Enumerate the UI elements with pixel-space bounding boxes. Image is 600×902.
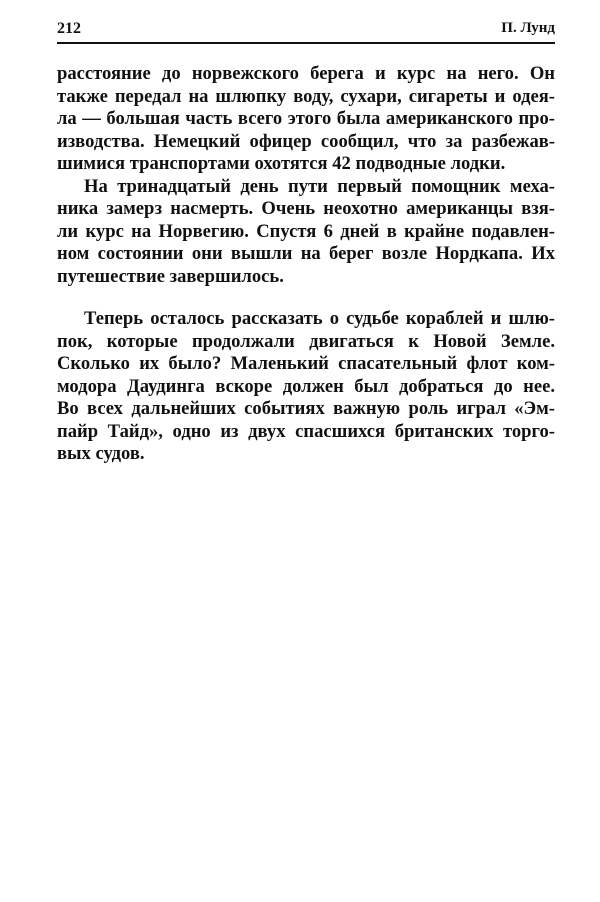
page-header <box>57 20 555 44</box>
text-line: расстояние до норвежского берега и курс на него. Он <box>57 63 555 84</box>
text-line: Теперь осталось рассказать о судьбе кораблей и шлю- <box>84 308 555 329</box>
paragraph-1 <box>57 63 555 176</box>
text-line: модора Даудинга вскоре должен был добраться до нее. <box>57 375 555 397</box>
running-head: П. Лунд <box>501 20 555 36</box>
text-line: изводства. Немецкий офицер сообщил, что за разбежав- <box>57 130 555 152</box>
text-line: ли курс на Норвегию. Спустя 6 дней в крайне подавлен- <box>57 220 555 242</box>
text-line: путешествие завершилось. <box>57 265 284 287</box>
text-line: шимися транспортами охотятся 42 подводные лодки. <box>57 153 506 174</box>
text-line: пок, которые продолжали двигаться к Новой Земле. <box>57 330 555 352</box>
text-line: также передал на шлюпку воду, сухари, сигареты и одея- <box>57 85 555 107</box>
text-line: Во всех дальнейших событиях важную роль играл «Эм- <box>57 398 555 419</box>
page-number: 212 <box>57 20 81 37</box>
text-line: ла — большая часть всего этого была американского про- <box>57 108 555 129</box>
paragraph-2 <box>57 176 555 289</box>
text-line: вых судов. <box>57 443 145 464</box>
text-line: пайр Тайд», одно из двух спасшихся британских торго- <box>57 420 555 442</box>
paragraph-3 <box>57 308 555 466</box>
text-line: ника замерз насмерть. Очень неохотно американцы взя- <box>57 198 555 219</box>
text-line: Сколько их было? Маленький спасательный флот ком- <box>57 353 555 374</box>
text-line: На тринадцатый день пути первый помощник меха- <box>84 175 555 197</box>
text-line: ном состоянии они вышли на берег возле Нордкапа. Их <box>57 243 555 264</box>
section-break <box>57 288 555 308</box>
page-body <box>57 63 555 466</box>
